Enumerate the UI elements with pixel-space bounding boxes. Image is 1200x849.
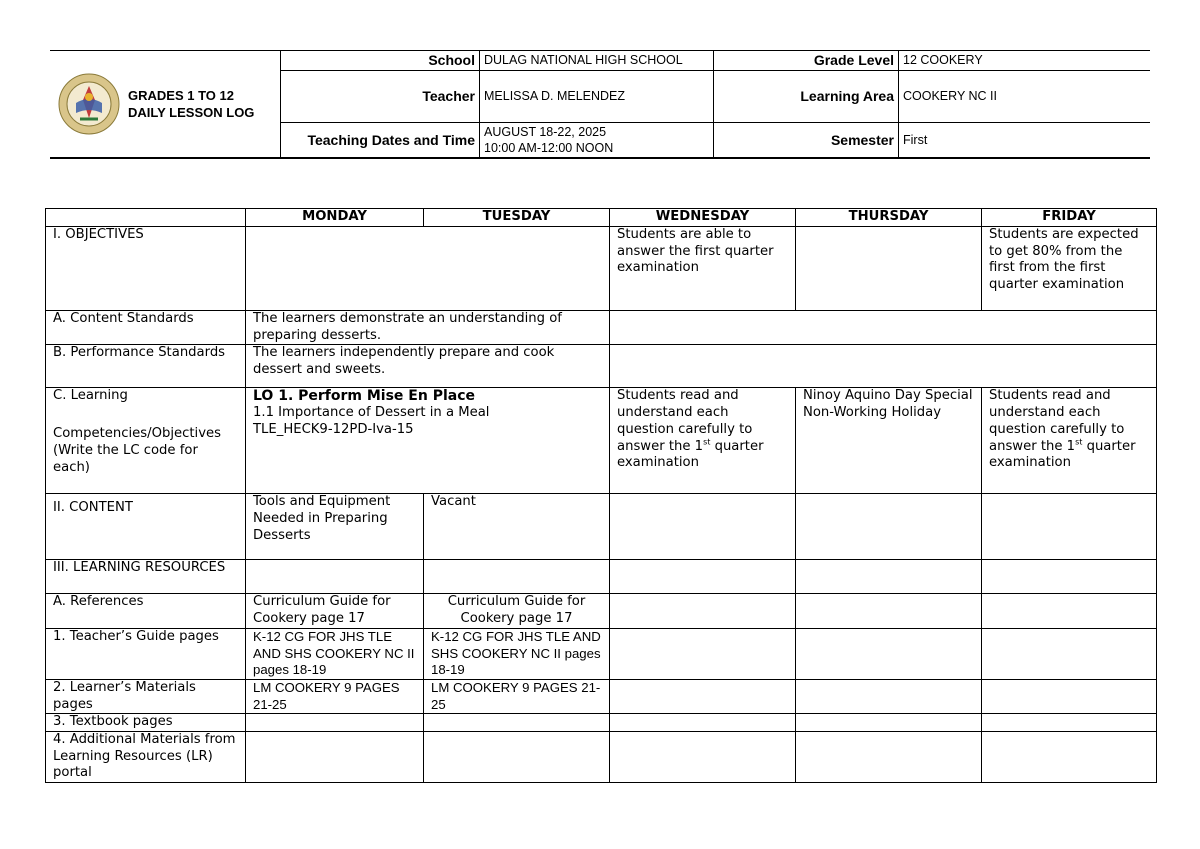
textbook-label: 3. Textbook pages — [46, 714, 246, 732]
tb-mon — [246, 714, 424, 732]
lc-wed-text-2: quarter examination — [617, 438, 764, 471]
lo-subtopic: 1.1 Importance of Dessert in a Meal — [253, 405, 490, 421]
dates-line-2: 10:00 AM-12:00 NOON — [484, 140, 614, 155]
header-title-block — [50, 51, 281, 158]
learning-area-label: Learning Area — [714, 70, 899, 122]
learning-competencies-label — [46, 388, 246, 494]
lr-wed — [610, 560, 796, 594]
content-standards-empty — [610, 311, 1157, 345]
lc-label-line-2: Competencies/Objectives — [53, 426, 221, 442]
ref-fri — [982, 594, 1157, 628]
dates-line-1: AUGUST 18-22, 2025 — [484, 124, 607, 139]
learning-competencies-friday — [982, 388, 1157, 494]
content-monday: Tools and Equipment Needed in Preparing Desserts — [246, 494, 424, 560]
content-tuesday: Vacant — [424, 494, 610, 560]
content-wednesday — [610, 494, 796, 560]
learners-materials-label: 2. Learner’s Materials pages — [46, 679, 246, 713]
lr-thu — [796, 560, 982, 594]
day-monday: MONDAY — [246, 209, 424, 227]
lm-thu — [796, 679, 982, 713]
corner-cell — [46, 209, 246, 227]
lc-wed-text: Students read and understand each question carefully to answer the 1 — [617, 388, 753, 454]
content-label: II. CONTENT — [46, 494, 246, 560]
objectives-mon-tue — [246, 227, 610, 311]
objectives-label: I. OBJECTIVES — [46, 227, 246, 311]
tb-wed — [610, 714, 796, 732]
teacher-label: Teacher — [281, 70, 480, 122]
content-thursday — [796, 494, 982, 560]
lo-title: LO 1. Perform Mise En Place — [253, 388, 476, 405]
title-line-1: GRADES 1 TO 12 — [128, 87, 234, 103]
teaching-dates-value — [480, 122, 714, 158]
am-wed — [610, 732, 796, 783]
lm-wed — [610, 679, 796, 713]
title-line-2: DAILY LESSON LOG — [128, 104, 255, 120]
tg-wed — [610, 628, 796, 679]
lc-fri-text-2: quarter examination — [989, 438, 1136, 471]
references-tuesday: Curriculum Guide for Cookery page 17 — [424, 594, 610, 628]
performance-standards-empty — [610, 345, 1157, 388]
learning-competencies-row — [46, 388, 1157, 494]
grade-level-value: 12 COOKERY — [899, 51, 1151, 70]
learning-resources-label: III. LEARNING RESOURCES — [46, 560, 246, 594]
learners-materials-tuesday: LM COOKERY 9 PAGES 21-25 — [424, 679, 610, 713]
grade-level-label: Grade Level — [714, 51, 899, 70]
lc-label-line-1: C. Learning — [53, 388, 128, 404]
tg-thu — [796, 628, 982, 679]
learners-materials-row — [46, 679, 1157, 713]
learners-materials-monday: LM COOKERY 9 PAGES 21-25 — [246, 679, 424, 713]
lc-fri-sup: st — [1075, 437, 1083, 447]
teachers-guide-tuesday: K-12 CG FOR JHS TLE AND SHS COOKERY NC II pages 18-19 — [424, 628, 610, 679]
lm-fri — [982, 679, 1157, 713]
semester-value: First — [899, 122, 1151, 158]
day-friday: FRIDAY — [982, 209, 1157, 227]
content-standards-label: A. Content Standards — [46, 311, 246, 345]
lc-wed-sup: st — [703, 437, 711, 447]
teachers-guide-label: 1. Teacher’s Guide pages — [46, 628, 246, 679]
tb-thu — [796, 714, 982, 732]
day-tuesday: TUESDAY — [424, 209, 610, 227]
teachers-guide-row — [46, 628, 1157, 679]
lo-code: TLE_HECK9-12PD-Iva-15 — [253, 421, 414, 437]
performance-standards-label: B. Performance Standards — [46, 345, 246, 388]
lc-fri-text: Students read and understand each question carefully to answer the 1 — [989, 388, 1125, 454]
tb-tue — [424, 714, 610, 732]
teachers-guide-monday: K-12 CG FOR JHS TLE AND SHS COOKERY NC II pages 18-19 — [246, 628, 424, 679]
content-friday — [982, 494, 1157, 560]
textbook-row — [46, 714, 1157, 732]
lr-fri — [982, 560, 1157, 594]
days-header-row — [46, 209, 1157, 227]
school-value: DULAG NATIONAL HIGH SCHOOL — [480, 51, 714, 70]
teaching-dates-label: Teaching Dates and Time — [281, 122, 480, 158]
tg-fri — [982, 628, 1157, 679]
lesson-log-header — [50, 50, 1150, 159]
content-row — [46, 494, 1157, 560]
day-wednesday: WEDNESDAY — [610, 209, 796, 227]
lr-tue — [424, 560, 610, 594]
references-label: A. References — [46, 594, 246, 628]
performance-standards-value: The learners independently prepare and cook dessert and sweets. — [246, 345, 610, 388]
lesson-log-table — [45, 208, 1156, 783]
teacher-value: MELISSA D. MELENDEZ — [480, 70, 714, 122]
references-monday: Curriculum Guide for Cookery page 17 — [246, 594, 424, 628]
objectives-wednesday: Students are able to answer the first quarter examination — [610, 227, 796, 311]
am-fri — [982, 732, 1157, 783]
learning-area-value: COOKERY NC II — [899, 70, 1151, 122]
learning-competencies-wednesday — [610, 388, 796, 494]
lr-mon — [246, 560, 424, 594]
learning-resources-row — [46, 560, 1157, 594]
learning-competencies-thursday: Ninoy Aquino Day Special Non-Working Holiday — [796, 388, 982, 494]
additional-materials-label: 4. Additional Materials from Learning Resources (LR) portal — [46, 732, 246, 783]
tb-fri — [982, 714, 1157, 732]
ref-thu — [796, 594, 982, 628]
objectives-thursday — [796, 227, 982, 311]
additional-materials-row — [46, 732, 1157, 783]
performance-standards-row — [46, 345, 1157, 388]
am-tue — [424, 732, 610, 783]
references-row — [46, 594, 1157, 628]
school-label: School — [281, 51, 480, 70]
objectives-friday: Students are expected to get 80% from the first from the first quarter examination — [982, 227, 1157, 311]
content-standards-value: The learners demonstrate an understanding of preparing desserts. — [246, 311, 610, 345]
lc-label-line-3: (Write the LC code for each) — [53, 442, 198, 475]
semester-label: Semester — [714, 122, 899, 158]
content-standards-row — [46, 311, 1157, 345]
objectives-row — [46, 227, 1157, 311]
school-seal-icon — [58, 73, 120, 135]
am-thu — [796, 732, 982, 783]
learning-competencies-mon-tue — [246, 388, 610, 494]
day-thursday: THURSDAY — [796, 209, 982, 227]
ref-wed — [610, 594, 796, 628]
am-mon — [246, 732, 424, 783]
